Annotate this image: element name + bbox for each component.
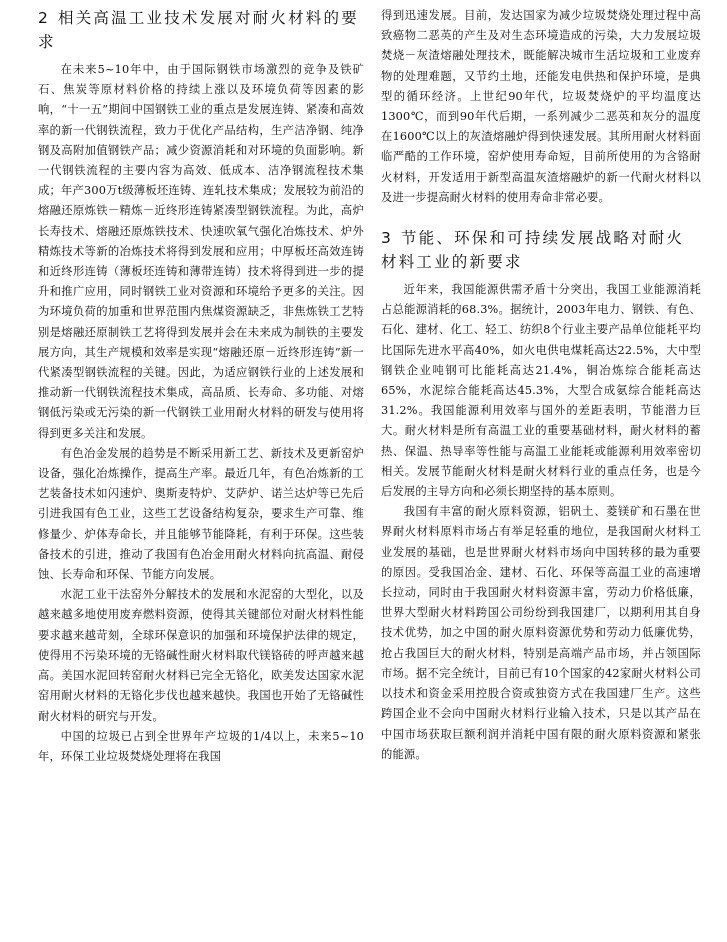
section-3-title: 节能、环保和可持续发展战略对耐火材料工业的新要求 [381,229,685,272]
section-2-heading [38,6,364,54]
section-spacer [381,208,701,226]
section-2-title: 相关高温工业技术发展对耐火材料的要求 [38,9,359,51]
paragraph-raw-material-resources: 我国有丰富的耐火原料资源，铝矾土、菱镁矿和石墨在世界耐火材料原料市场占有举足轻重的地位，是我国耐火材料工业发展的基础，也是世界耐火材料市场向中国转移的最为重要的原因。受我国冶金、建材、石化、环保等高温工业的高速增长拉动，同时由于我国耐火材料资源丰富，劳动力价格低廉，世界大型耐火材料跨国公司纷纷到我国建厂，以期利用其自身技术优势，加之中国的耐火原料资源优势和劳动力低廉优势，抢占我国巨大的耐火材料，特别是高端产品市场，并占领国际市场。据不完全统计，目前已有10个国家的42家耐火材料公司以技术和资金采用控股合资或独资方式在我国建厂生产。这些跨国企业不会向中国耐火材料行业输入技术，只是以其产品在中国市场获取巨额利润并消耗中国有限的耐火原料资源和紧张的能源。 [381,505,701,761]
paragraph-energy-saving: 近年来，我国能源供需矛盾十分突出，我国工业能源消耗占总能源消耗的68.3%。据统计，2003年电力、钢铁、有色、石化、建材、化工、轻工、纺织8个行业主要产品单位能耗平均比国际先进水平高40%，如火电供电煤耗高达22.5%，大中型钢铁企业吨钢可比能耗高达21.4%，铜冶炼综合能耗高达65%，水泥综合能耗高达45.3%，大型合成氨综合能耗高达31.2%。我国能源利用效率与国外的差距表明，节能潜力巨大。耐火材料是所有高温工业的重要基础材料，耐火材料的蓄热、保温、热导率等性能与高温工业能耗或能源利用效率密切相关。发展节能耐火材料是耐火材料行业的重点任务，也是今后发展的主导方向和必须长期坚持的基本原则。 [381,283,701,499]
section-3-heading [381,226,701,274]
paragraph-nonferrous-metallurgy: 有色冶金发展的趋势是不断采用新工艺、新技术及更新窑炉设备，强化冶炼操作，提高生产率。最近几年，有色冶炼新的工艺装备技术如闪速炉、奥斯麦特炉、艾萨炉、诺兰达炉等已先后引进我国有色工业，这些工艺设备结构复杂，要求生产可靠、维修量少、炉体寿命长，并且能够节能降耗，有利于环保。这些装备技术的引进，推动了我国有色冶金用耐火材料向抗高温、耐侵蚀、长寿命和环保、节能方向发展。 [38,446,364,582]
section-3-number: 3 [381,229,391,248]
paragraph-waste-incineration: 中国的垃圾已占到全世界年产垃圾的1/4以上，未来5~10年，环保工业垃圾焚烧处理将在我国 [38,729,364,763]
left-column [38,6,364,936]
paragraph-cement-industry: 水泥工业干法窑外分解技术的发展和水泥窑的大型化，以及越来越多地使用废弃燃料资源，使得其关键部位对耐火材料性能要求越来越苛刻，全球环保意识的加强和环境保护法律的规定，使得用不污染环境的无铬碱性耐火材料取代镁铬砖的呼声越来越高。美国水泥回转窑耐火材料已完全无铬化，欧美发达国家水泥窑用耐火材料的无铬化步伐也越来越快。我国也开始了无铬碱性耐火材料的研究与开发。 [38,588,364,723]
right-column [381,6,701,936]
section-2-number: 2 [38,9,48,27]
paragraph-waste-incineration-continued: 得到迅速发展。目前，发达国家为减少垃圾焚烧处理过程中高致癌物二恶英的产生及对生态环境造成的污染，大力发展垃圾焚烧－灰渣熔融处理技术，既能解决城市生活垃圾和工业废弃物的处理难题，又节约土地，还能发电供热和保护环境，是典型的循环经济。上世纪90年代，垃圾焚烧炉的平均温度达1300℃，而到90年代后期，一系列减少二恶英和灰分的温度在1600℃以上的灰渣熔融炉得到快速发展。其所用耐火材料面临严酷的工作环境，窑炉使用寿命短，目前所使用的为含铬耐火材料，开发适用于新型高温灰渣熔融炉的新一代耐火材料以及进一步提高耐火材料的使用寿命非常必要。 [381,9,701,204]
paragraph-steel-industry: 在未来5~10年中，由于国际钢铁市场激烈的竞争及铁矿石、焦炭等原材料价格的持续上涨以及环境负荷等因素的影响，“十一五”期间中国钢铁工业的重点是发展连铸、紧凑和高效率的新一代钢铁流程，致力于优化产品结构，生产洁净钢、纯净钢及高附加值钢铁产品；减少资源消耗和对环境的负面影响。新一代钢铁流程的主要内容为高效、低成本、洁净钢流程技术集成；年产300万t级薄板坯连铸、连轧技术集成；发展较为前沿的熔融还原炼铁－精炼－近终形连铸紧凑型钢铁流程。为此，高炉长寿技术、熔融还原炼铁技术、快速吹氧气强化冶炼技术、炉外精炼技术等新的冶炼技术将得到发展和应用；中厚板坯高效连铸和近终形连铸（薄板坯连铸和薄带连铸）技术将得到进一步的提升和推广应用，同时钢铁工业对资源和环境给予更多的关注。因为环境负荷的加重和世界范围内焦煤资源缺乏，非焦炼铁工艺特别是熔融还原制铁工艺将得到发展并会在未来成为制铁的主要发展方向，其生产规模和效率是实现“熔融还原－近终形连铸”新一代紧凑型钢铁流程的关键。因此，为适应钢铁行业的上述发展和推动新一代钢铁流程技术集成，高品质、长寿命、多功能、对熔钢低污染或无污染的新一代钢铁工业用耐火材料的研发与使用将得到更多关注和发展。 [38,63,364,440]
